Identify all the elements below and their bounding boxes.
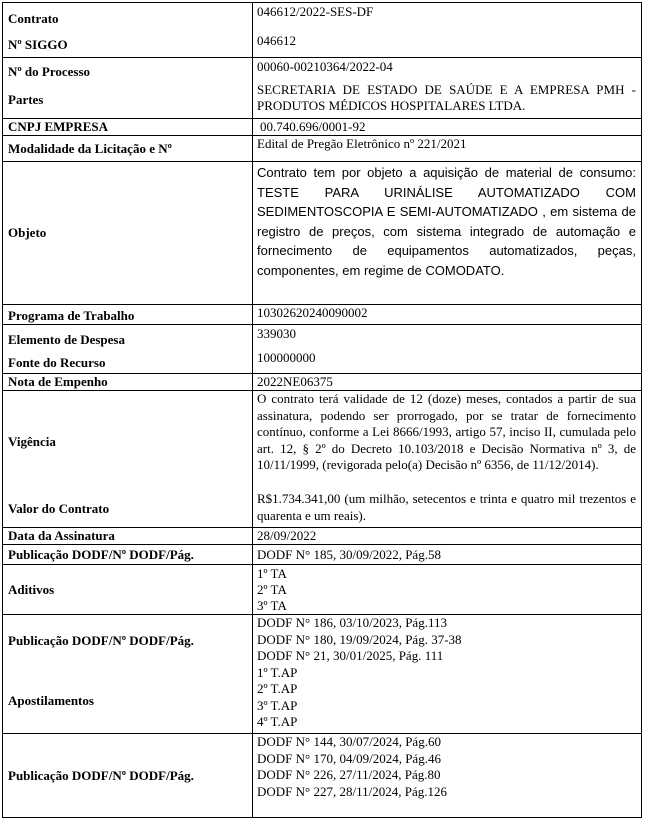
label-apostilamentos: Apostilamentos — [8, 693, 94, 708]
label-cell — [3, 58, 253, 119]
publicacao-item: DODF N° 21, 30/01/2025, Pág. 111 — [257, 648, 444, 663]
label-assinatura: Data da Assinatura — [3, 528, 253, 545]
label-cell — [3, 3, 253, 58]
label-programa: Programa de Trabalho — [3, 305, 253, 325]
publicacao-item: DODF N° 186, 03/10/2023, Pág.113 — [257, 615, 447, 630]
label-modalidade: Modalidade da Licitação e Nº — [3, 136, 253, 162]
value-fonte: 100000000 — [257, 350, 316, 365]
value-cell — [253, 58, 642, 119]
value-vigencia: O contrato terá validade de 12 (doze) meses, contados a partir de sua assinatura, podendo ser prorrogado, por se tratar de fornecimento contínuo, conforme a Lei 8666/1993, artigo 57, inciso II, cumulada pelo art. 12, § 2º do Decreto 10.103/2018 e Decisão Normativa nº 3, de 10/11/1999, (revigorada pelo(a) Decisão nº 6356, de 11/12/2014). — [257, 391, 636, 472]
value-publicacao-1: DODF N° 185, 30/09/2022, Pág.58 — [253, 545, 642, 565]
label-objeto: Objeto — [3, 162, 253, 305]
label-publicacao-2: Publicação DODF/Nº DODF/Pág. — [8, 633, 194, 648]
row-objeto — [3, 162, 642, 305]
row-empenho — [3, 374, 642, 391]
value-siggo: 046612 — [257, 33, 296, 48]
value-processo: 00060-00210364/2022-04 — [257, 59, 393, 74]
label-cell — [3, 391, 253, 528]
value-modalidade: Edital de Pregão Eletrônico nº 221/2021 — [253, 136, 642, 162]
apostilamento-item: 4º T.AP — [257, 714, 298, 729]
publicacao-item: DODF N° 180, 19/09/2024, Pág. 37-38 — [257, 631, 462, 647]
value-programa: 10302620240090002 — [253, 305, 642, 325]
label-contrato: Contrato — [8, 11, 59, 26]
label-cell — [3, 325, 253, 374]
value-elemento: 339030 — [257, 326, 296, 341]
value-assinatura: 28/09/2022 — [253, 528, 642, 545]
label-vigencia: Vigência — [8, 434, 56, 449]
value-contrato: 046612/2022-SES-DF — [257, 4, 374, 19]
label-publicacao-1: Publicação DODF/Nº DODF/Pág. — [3, 545, 253, 565]
value-cell — [253, 3, 642, 58]
row-publicacao-3 — [3, 734, 642, 818]
row-elemento-fonte — [3, 325, 642, 374]
row-assinatura — [3, 528, 642, 545]
value-cell — [253, 391, 642, 528]
aditivo-item: 3º TA — [257, 597, 287, 613]
row-cnpj — [3, 119, 642, 136]
row-aditivos — [3, 565, 642, 615]
apostilamento-item: 3º T.AP — [257, 697, 298, 713]
value-cell — [253, 325, 642, 374]
label-fonte: Fonte do Recurso — [8, 355, 106, 370]
label-cell — [3, 615, 253, 734]
aditivo-item: 1º TA — [257, 565, 287, 581]
row-modalidade — [3, 136, 642, 162]
row-publicacao-2-apostilamentos — [3, 615, 642, 734]
row-vigencia-valor — [3, 391, 642, 528]
row-processo-partes — [3, 58, 642, 119]
apostilamento-item: 2º T.AP — [257, 681, 298, 696]
label-elemento: Elemento de Despesa — [8, 332, 125, 347]
label-cnpj: CNPJ EMPRESA — [3, 119, 253, 136]
row-publicacao-1 — [3, 545, 642, 565]
label-valor: Valor do Contrato — [8, 501, 110, 516]
value-partes: SECRETARIA DE ESTADO DE SAÚDE E A EMPRESA PMH - PRODUTOS MÉDICOS HOSPITALARES LTDA. — [257, 82, 636, 113]
aditivo-item: 2º TA — [257, 581, 287, 597]
publicacao-item: DODF N° 144, 30/07/2024, Pág.60 — [257, 734, 441, 749]
row-contrato-siggo — [3, 3, 642, 58]
label-processo: Nº do Processo — [8, 64, 91, 79]
row-programa — [3, 305, 642, 325]
publicacao-item: DODF N° 170, 04/09/2024, Pág.46 — [257, 750, 441, 766]
label-empenho: Nota de Empenho — [3, 374, 253, 391]
label-siggo: Nº SIGGO — [8, 37, 68, 52]
contract-table — [2, 2, 642, 818]
publicacao-item: DODF N° 227, 28/11/2024, Pág.126 — [257, 783, 447, 799]
value-valor: R$1.734.341,00 (um milhão, setecentos e trinta e quatro mil trezentos e quarenta e um reais). — [257, 491, 636, 523]
apostilamento-item: 1º T.AP — [257, 664, 298, 680]
value-empenho: 2022NE06375 — [253, 374, 642, 391]
label-partes: Partes — [8, 92, 44, 107]
value-aditivos — [253, 565, 642, 615]
value-publicacao-3 — [253, 734, 642, 818]
value-cell — [253, 615, 642, 734]
label-aditivos: Aditivos — [3, 565, 253, 615]
value-objeto: Contrato tem por objeto a aquisição de material de consumo: TESTE PARA URINÁLISE AUTOMATIZADO COM SEDIMENTOSCOPIA E SEMI-AUTOMATIZADO , em sistema de registro de preços, com sistema integrado de automação e fornecimento de equipamentos automatizados, peças, componentes, em regime de COMODATO. — [253, 162, 642, 305]
publicacao-item: DODF N° 226, 27/11/2024, Pág.80 — [257, 767, 441, 782]
label-publicacao-3: Publicação DODF/Nº DODF/Pág. — [3, 734, 253, 818]
value-cnpj: 00.740.696/0001-92 — [253, 119, 642, 136]
